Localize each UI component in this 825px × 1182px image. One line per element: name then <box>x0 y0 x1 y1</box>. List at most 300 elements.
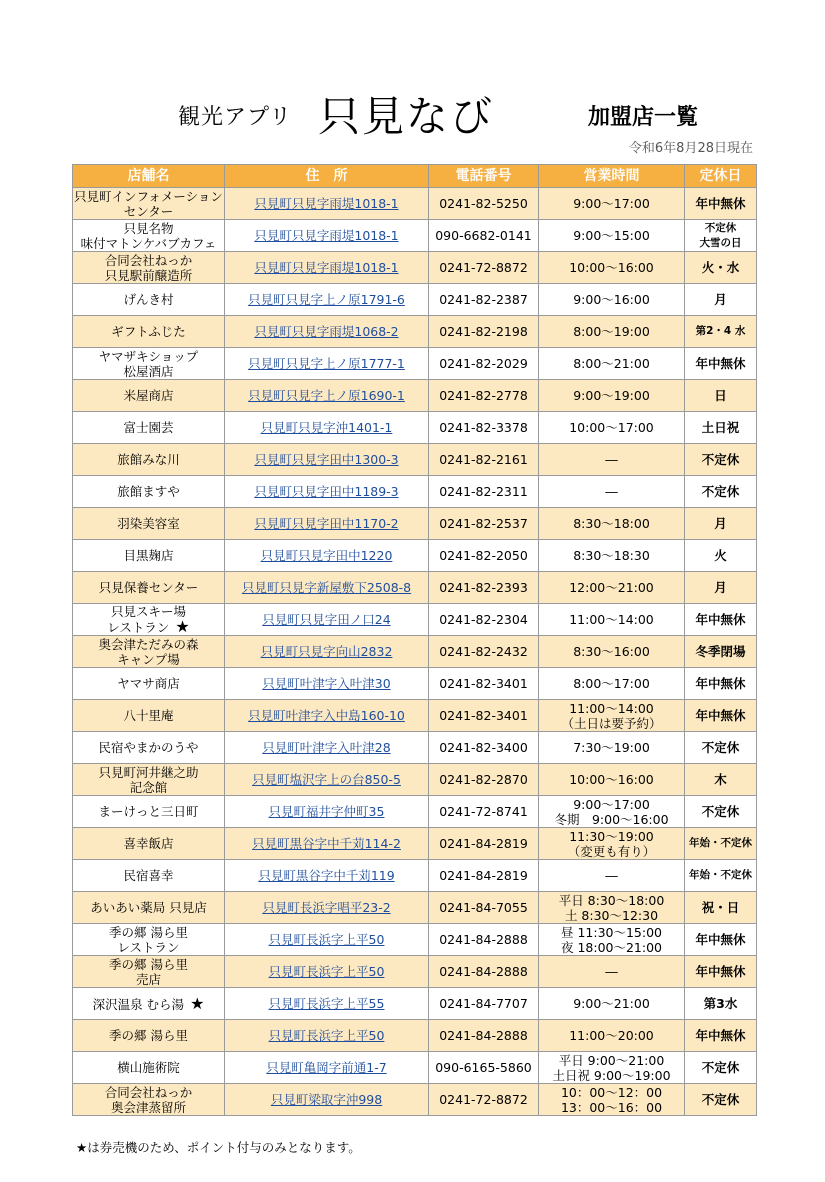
store-name: 味付マトンケバブカフェ <box>80 235 217 251</box>
holiday-cell <box>685 700 757 732</box>
address-cell <box>225 508 429 540</box>
holiday-text: 不定休 <box>701 484 740 499</box>
holiday-cell <box>685 636 757 668</box>
store-name: 目黒麹店 <box>123 548 174 563</box>
store-name: 只見名物 <box>123 220 174 236</box>
phone-cell: 0241-82-2432 <box>429 636 539 668</box>
holiday-text: 火 <box>714 548 727 563</box>
phone-cell: 0241-82-2161 <box>429 444 539 476</box>
phone-cell: 0241-82-5250 <box>429 188 539 220</box>
store-name-cell <box>73 188 225 220</box>
hours-text: 11:00～14:00 <box>569 700 654 716</box>
phone-cell: 0241-82-2387 <box>429 284 539 316</box>
address-cell <box>225 924 429 956</box>
holiday-text: 月 <box>714 292 727 307</box>
table-row <box>73 540 757 572</box>
store-name: 合同会社ねっか <box>104 252 193 268</box>
store-name: 記念館 <box>129 779 168 795</box>
hours-text: 平日 8:30～18:00 <box>558 892 665 908</box>
address-link[interactable]: 只見町長浜字唱平23-2 <box>262 900 391 915</box>
address-link[interactable]: 只見町只見字田中1300-3 <box>254 452 399 467</box>
store-name-cell <box>73 444 225 476</box>
address-link[interactable]: 只見町只見字上ノ原1777-1 <box>248 356 405 371</box>
store-name-cell <box>73 700 225 732</box>
store-name: ヤマザキショップ <box>98 348 199 364</box>
store-name: 松屋酒店 <box>123 363 174 379</box>
col-header-phone: 電話番号 <box>429 165 539 188</box>
hours-cell <box>539 508 685 540</box>
store-name: センター <box>123 203 174 219</box>
address-cell <box>225 1084 429 1116</box>
hours-text: 8:00～19:00 <box>573 324 650 339</box>
store-name-cell <box>73 860 225 892</box>
holiday-cell <box>685 412 757 444</box>
address-link[interactable]: 只見町只見字田中1189-3 <box>254 484 399 499</box>
holiday-text: 年始・不定休 <box>689 869 752 881</box>
phone-cell: 0241-82-2050 <box>429 540 539 572</box>
hours-text: 冬期 9:00～16:00 <box>554 811 669 827</box>
hours-cell <box>539 924 685 956</box>
address-link[interactable]: 只見町只見字上ノ原1791-6 <box>248 292 405 307</box>
store-name-cell <box>73 316 225 348</box>
address-cell <box>225 1052 429 1084</box>
store-name: キャンプ場 <box>117 651 180 667</box>
address-link[interactable]: 只見町只見字雨堤1068-2 <box>254 324 399 339</box>
store-name: 喜幸飯店 <box>123 836 174 851</box>
hours-text: （土日は要予約） <box>561 715 662 731</box>
address-cell <box>225 988 429 1020</box>
store-name-cell <box>73 1020 225 1052</box>
store-name-cell <box>73 636 225 668</box>
hours-text: 11:30～19:00 <box>569 828 654 844</box>
col-header-address: 住 所 <box>225 165 429 188</box>
store-name: 季の郷 湯ら里 <box>109 1028 188 1043</box>
store-name: ヤマサ商店 <box>117 676 180 691</box>
store-name-cell <box>73 380 225 412</box>
holiday-text: 年中無休 <box>695 964 746 979</box>
address-link[interactable]: 只見町叶津字入叶津30 <box>262 676 391 691</box>
table-row <box>73 284 757 316</box>
holiday-cell <box>685 540 757 572</box>
address-cell <box>225 668 429 700</box>
hours-cell <box>539 860 685 892</box>
holiday-cell <box>685 476 757 508</box>
address-cell <box>225 316 429 348</box>
address-link[interactable]: 只見町長浜字上平50 <box>268 1028 385 1043</box>
holiday-text: 年中無休 <box>695 932 746 947</box>
hours-text: ― <box>605 484 618 499</box>
phone-cell: 090-6682-0141 <box>429 220 539 252</box>
address-link[interactable]: 只見町叶津字入中島160-10 <box>248 708 405 723</box>
store-name: 横山施術院 <box>117 1060 180 1075</box>
table-row <box>73 316 757 348</box>
address-cell <box>225 284 429 316</box>
address-link[interactable]: 只見町只見字向山2832 <box>260 644 393 659</box>
address-link[interactable]: 只見町只見字雨堤1018-1 <box>254 260 399 275</box>
phone-cell: 0241-72-8741 <box>429 796 539 828</box>
star-icon: ★ <box>190 993 205 1013</box>
phone-cell: 0241-82-2029 <box>429 348 539 380</box>
store-name: まーけっと三日町 <box>98 804 199 819</box>
hours-cell <box>539 1052 685 1084</box>
address-cell <box>225 828 429 860</box>
holiday-text: 土日祝 <box>701 420 740 435</box>
holiday-cell <box>685 796 757 828</box>
table-row <box>73 988 757 1020</box>
store-name: 旅館ますや <box>117 484 180 499</box>
phone-cell: 0241-84-2888 <box>429 956 539 988</box>
address-cell <box>225 796 429 828</box>
hours-text: （変更も有り） <box>567 843 656 859</box>
hours-cell <box>539 476 685 508</box>
address-link[interactable]: 只見町長浜字上平50 <box>268 932 385 947</box>
holiday-text: 大雪の日 <box>699 236 742 249</box>
hours-text: ― <box>605 964 618 979</box>
hours-text: 12:00～21:00 <box>569 580 654 595</box>
holiday-text: 不定休 <box>701 740 740 755</box>
hours-cell <box>539 956 685 988</box>
address-cell <box>225 572 429 604</box>
table-row <box>73 572 757 604</box>
holiday-cell <box>685 892 757 924</box>
store-name-cell <box>73 476 225 508</box>
hours-text: 10：00～12：00 <box>560 1084 663 1100</box>
phone-cell: 0241-82-2778 <box>429 380 539 412</box>
holiday-text: 年中無休 <box>695 356 746 371</box>
phone-cell: 0241-82-3378 <box>429 412 539 444</box>
store-name: 只見駅前醸造所 <box>104 267 193 283</box>
holiday-text: 日 <box>714 388 727 403</box>
phone-cell: 0241-84-2819 <box>429 860 539 892</box>
store-name: 米屋商店 <box>123 388 174 403</box>
holiday-text: 冬季閉場 <box>695 644 746 659</box>
hours-cell <box>539 732 685 764</box>
holiday-text: 年中無休 <box>695 612 746 627</box>
address-cell <box>225 540 429 572</box>
holiday-text: 祝・日 <box>701 900 740 915</box>
table-row <box>73 700 757 732</box>
phone-cell: 0241-84-2888 <box>429 924 539 956</box>
hours-cell <box>539 828 685 860</box>
address-cell <box>225 348 429 380</box>
title-list: 加盟店一覧 <box>588 105 699 130</box>
holiday-cell <box>685 380 757 412</box>
store-name-cell <box>73 668 225 700</box>
store-name-cell <box>73 988 225 1020</box>
address-link[interactable]: 只見町梁取字沖998 <box>270 1092 383 1107</box>
store-name: 羽染美容室 <box>117 516 180 531</box>
store-table <box>72 164 757 1116</box>
address-link[interactable]: 只見町只見字田中1170-2 <box>254 516 399 531</box>
phone-cell: 0241-82-2304 <box>429 604 539 636</box>
store-name: 只見保養センター <box>98 580 199 595</box>
hours-text: 11:00～20:00 <box>569 1028 654 1043</box>
hours-cell <box>539 284 685 316</box>
address-link[interactable]: 只見町亀岡字前通1-7 <box>266 1060 387 1075</box>
hours-cell <box>539 764 685 796</box>
phone-cell: 0241-84-7055 <box>429 892 539 924</box>
holiday-cell <box>685 1052 757 1084</box>
hours-text: ― <box>605 868 618 883</box>
address-link[interactable]: 只見町只見字田ノ口24 <box>262 612 391 627</box>
holiday-text: 月 <box>714 516 727 531</box>
table-row <box>73 1052 757 1084</box>
address-cell <box>225 252 429 284</box>
store-name-cell <box>73 508 225 540</box>
hours-text: 7:30～19:00 <box>573 740 650 755</box>
hours-text: 平日 9:00～21:00 <box>558 1052 665 1068</box>
address-cell <box>225 188 429 220</box>
store-name: 季の郷 湯ら里 <box>109 924 188 940</box>
holiday-cell <box>685 860 757 892</box>
store-name: 季の郷 湯ら里 <box>109 956 188 972</box>
hours-text: ― <box>605 452 618 467</box>
holiday-cell <box>685 924 757 956</box>
address-link[interactable]: 只見町只見字上ノ原1690-1 <box>248 388 405 403</box>
address-cell <box>225 860 429 892</box>
phone-cell: 0241-84-2888 <box>429 1020 539 1052</box>
address-link[interactable]: 只見町只見字新屋敷下2508-8 <box>241 580 412 595</box>
holiday-cell <box>685 764 757 796</box>
hours-text: 土日祝 9:00～19:00 <box>552 1067 671 1083</box>
hours-cell <box>539 252 685 284</box>
holiday-text: 年中無休 <box>695 196 746 211</box>
address-link[interactable]: 只見町長浜字上平55 <box>268 996 385 1011</box>
hours-cell <box>539 540 685 572</box>
hours-cell <box>539 1020 685 1052</box>
title-app-name: 只見なび <box>318 92 495 141</box>
store-name: げんき村 <box>123 292 174 307</box>
holiday-cell <box>685 732 757 764</box>
table-row <box>73 604 757 636</box>
store-name: 只見町インフォメーション <box>74 188 223 204</box>
hours-text: 9:00～16:00 <box>573 292 650 307</box>
holiday-cell <box>685 828 757 860</box>
footnote: ★は券売機のため、ポイント付与のみとなります。 <box>76 1140 361 1155</box>
holiday-cell <box>685 956 757 988</box>
col-header-hours: 営業時間 <box>539 165 685 188</box>
holiday-text: 年中無休 <box>695 676 746 691</box>
holiday-cell <box>685 988 757 1020</box>
hours-text: 9:00～17:00 <box>573 796 650 812</box>
hours-cell <box>539 1084 685 1116</box>
table-row <box>73 1020 757 1052</box>
hours-text: 9:00～21:00 <box>573 996 650 1011</box>
store-name-cell <box>73 284 225 316</box>
store-name-cell <box>73 1052 225 1084</box>
hours-cell <box>539 380 685 412</box>
address-cell <box>225 412 429 444</box>
store-name: 売店 <box>135 971 161 987</box>
store-name-cell <box>73 540 225 572</box>
address-cell <box>225 604 429 636</box>
address-link[interactable]: 只見町長浜字上平50 <box>268 964 385 979</box>
hours-cell <box>539 444 685 476</box>
store-name: 奥会津ただみの森 <box>98 636 199 652</box>
address-cell <box>225 700 429 732</box>
address-link[interactable]: 只見町叶津字入叶津28 <box>262 740 391 755</box>
address-cell <box>225 892 429 924</box>
store-name-cell <box>73 252 225 284</box>
store-name: 只見町河井継之助 <box>98 764 199 780</box>
table-row <box>73 444 757 476</box>
hours-cell <box>539 316 685 348</box>
phone-cell: 0241-82-3401 <box>429 700 539 732</box>
holiday-cell <box>685 604 757 636</box>
phone-cell: 090-6165-5860 <box>429 1052 539 1084</box>
holiday-cell <box>685 1084 757 1116</box>
address-link[interactable]: 只見町只見字雨堤1018-1 <box>254 228 399 243</box>
holiday-cell <box>685 316 757 348</box>
holiday-cell <box>685 572 757 604</box>
hours-text: 土 8:30～12:30 <box>564 907 659 923</box>
star-icon: ★ <box>175 617 190 636</box>
holiday-text: 月 <box>714 580 727 595</box>
table-row <box>73 412 757 444</box>
store-name-cell <box>73 828 225 860</box>
hours-cell <box>539 892 685 924</box>
phone-cell: 0241-72-8872 <box>429 252 539 284</box>
store-name: 合同会社ねっか <box>104 1084 193 1100</box>
address-cell <box>225 732 429 764</box>
holiday-text: 不定休 <box>704 221 737 234</box>
holiday-cell <box>685 252 757 284</box>
store-name-cell <box>73 732 225 764</box>
address-link[interactable]: 只見町只見字沖1401-1 <box>260 420 393 435</box>
address-link[interactable]: 只見町黒谷字中千苅114-2 <box>252 836 401 851</box>
store-name: 奥会津蒸留所 <box>110 1099 186 1115</box>
address-cell <box>225 220 429 252</box>
hours-text: 11:00～14:00 <box>569 612 654 627</box>
store-name: 深沢温泉 むら湯 <box>92 996 185 1012</box>
address-link[interactable]: 只見町塩沢字上の台850-5 <box>252 772 401 787</box>
address-cell <box>225 444 429 476</box>
title-app-label: 観光アプリ <box>178 105 293 130</box>
store-name: レストラン <box>107 620 170 635</box>
holiday-cell <box>685 220 757 252</box>
table-row <box>73 252 757 284</box>
hours-text: 8:00～17:00 <box>573 676 650 691</box>
phone-cell: 0241-82-3401 <box>429 668 539 700</box>
address-cell <box>225 764 429 796</box>
table-row <box>73 476 757 508</box>
hours-text: 8:30～16:00 <box>573 644 650 659</box>
table-row <box>73 220 757 252</box>
phone-cell: 0241-82-3400 <box>429 732 539 764</box>
hours-cell <box>539 348 685 380</box>
table-row <box>73 796 757 828</box>
table-row <box>73 508 757 540</box>
holiday-text: 不定休 <box>701 1092 740 1107</box>
address-cell <box>225 956 429 988</box>
hours-cell <box>539 604 685 636</box>
hours-text: 8:30～18:00 <box>573 516 650 531</box>
holiday-text: 第2・4 水 <box>695 325 746 337</box>
holiday-text: 年中無休 <box>695 708 746 723</box>
holiday-text: 年始・不定休 <box>689 837 752 849</box>
table-row <box>73 764 757 796</box>
table-row <box>73 668 757 700</box>
table-row <box>73 892 757 924</box>
hours-cell <box>539 988 685 1020</box>
holiday-text: 不定休 <box>701 1060 740 1075</box>
holiday-cell <box>685 188 757 220</box>
address-link[interactable]: 只見町只見字田中1220 <box>260 548 393 563</box>
hours-cell <box>539 572 685 604</box>
holiday-cell <box>685 284 757 316</box>
holiday-text: 不定休 <box>701 804 740 819</box>
store-name-cell <box>73 956 225 988</box>
holiday-text: 火・水 <box>701 260 740 275</box>
holiday-text: 第3水 <box>703 996 738 1011</box>
hours-text: 9:00～19:00 <box>573 388 650 403</box>
phone-cell: 0241-84-2819 <box>429 828 539 860</box>
phone-cell: 0241-82-2870 <box>429 764 539 796</box>
store-name: 旅館みな川 <box>117 452 180 467</box>
as-of-date: 令和6年8月28日現在 <box>628 141 753 156</box>
hours-text: 9:00～15:00 <box>573 228 650 243</box>
store-name-cell <box>73 924 225 956</box>
hours-text: 夜 18:00～21:00 <box>560 939 663 955</box>
hours-text: 9:00～17:00 <box>573 196 650 211</box>
phone-cell: 0241-82-2311 <box>429 476 539 508</box>
store-name: 民宿やまかのうや <box>98 740 199 755</box>
hours-cell <box>539 412 685 444</box>
store-name: 富士園芸 <box>123 420 174 435</box>
holiday-cell <box>685 668 757 700</box>
table-header-row <box>73 165 757 188</box>
store-name: あいあい薬局 只見店 <box>90 900 207 915</box>
address-cell <box>225 380 429 412</box>
hours-cell <box>539 220 685 252</box>
hours-text: 8:30～18:30 <box>573 548 650 563</box>
table-row <box>73 636 757 668</box>
store-name-cell <box>73 572 225 604</box>
hours-cell <box>539 188 685 220</box>
table-row <box>73 1084 757 1116</box>
holiday-cell <box>685 1020 757 1052</box>
table-row <box>73 732 757 764</box>
store-name-cell <box>73 764 225 796</box>
store-name: 只見スキー場 <box>110 604 186 619</box>
address-cell <box>225 1020 429 1052</box>
hours-cell <box>539 700 685 732</box>
holiday-cell <box>685 444 757 476</box>
hours-text: 8:00～21:00 <box>573 356 650 371</box>
store-name-cell <box>73 220 225 252</box>
table-row <box>73 956 757 988</box>
table-row <box>73 348 757 380</box>
address-link[interactable]: 只見町黒谷字中千苅119 <box>258 868 395 883</box>
store-name: レストラン <box>117 939 180 955</box>
store-name-cell <box>73 412 225 444</box>
table-row <box>73 380 757 412</box>
table-row <box>73 828 757 860</box>
table-row <box>73 860 757 892</box>
col-header-name: 店舗名 <box>73 165 225 188</box>
store-name: 民宿喜幸 <box>123 868 174 883</box>
holiday-text: 年中無休 <box>695 1028 746 1043</box>
table-row <box>73 924 757 956</box>
address-cell <box>225 476 429 508</box>
address-link[interactable]: 只見町只見字雨堤1018-1 <box>254 196 399 211</box>
table-row <box>73 188 757 220</box>
phone-cell: 0241-72-8872 <box>429 1084 539 1116</box>
address-link[interactable]: 只見町福井字仲町35 <box>268 804 385 819</box>
store-name-cell <box>73 1084 225 1116</box>
address-cell <box>225 636 429 668</box>
store-name-cell <box>73 892 225 924</box>
